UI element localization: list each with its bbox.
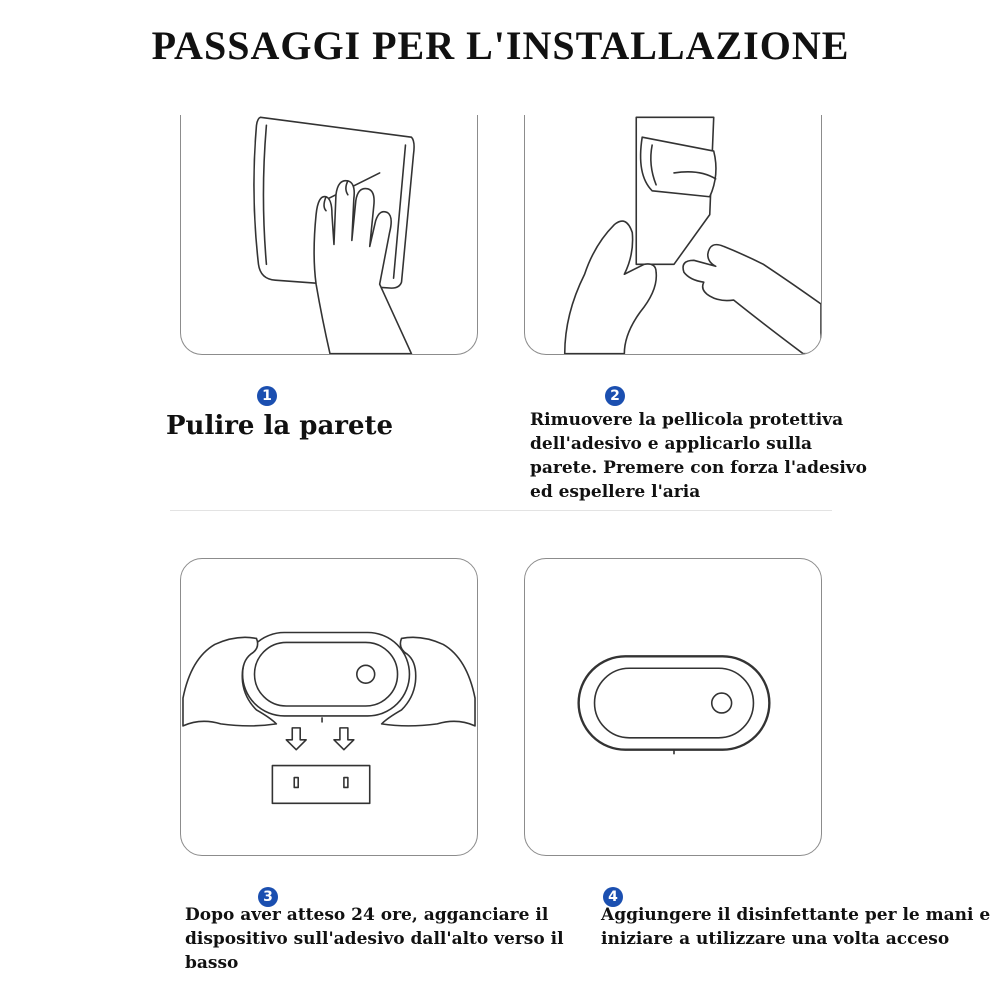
step-3-badge: 3 [258, 887, 278, 907]
mounted-dispenser-drawing [525, 559, 821, 855]
step-2-badge: 2 [605, 386, 625, 406]
step-3-caption: Dopo aver atteso 24 ore, agganciare il dispositivo sull'adesivo dall'alto verso il basso [185, 905, 564, 973]
step-3-illustration [180, 558, 478, 856]
wiping-cloth-drawing [181, 115, 477, 354]
step-2-caption: Rimuovere la pellicola protettiva dell'adesivo e applicarlo sulla parete. Premere con forza l'adesivo ed espellere l'aria [530, 410, 868, 502]
step-1-badge: 1 [257, 386, 277, 406]
peeling-film-drawing [525, 115, 821, 354]
step-4-caption: Aggiungere il disinfettante per le mani e iniziare a utilizzare una volta acceso [601, 905, 991, 949]
step-4-illustration [524, 558, 822, 856]
section-divider [170, 510, 832, 511]
page-title: PASSAGGI PER L'INSTALLAZIONE [151, 23, 850, 68]
step-1-caption: Pulire la parete [166, 411, 394, 441]
step-1-illustration [180, 115, 478, 355]
step-4-badge: 4 [603, 887, 623, 907]
hanging-device-drawing [181, 559, 477, 855]
step-2-illustration [524, 115, 822, 355]
